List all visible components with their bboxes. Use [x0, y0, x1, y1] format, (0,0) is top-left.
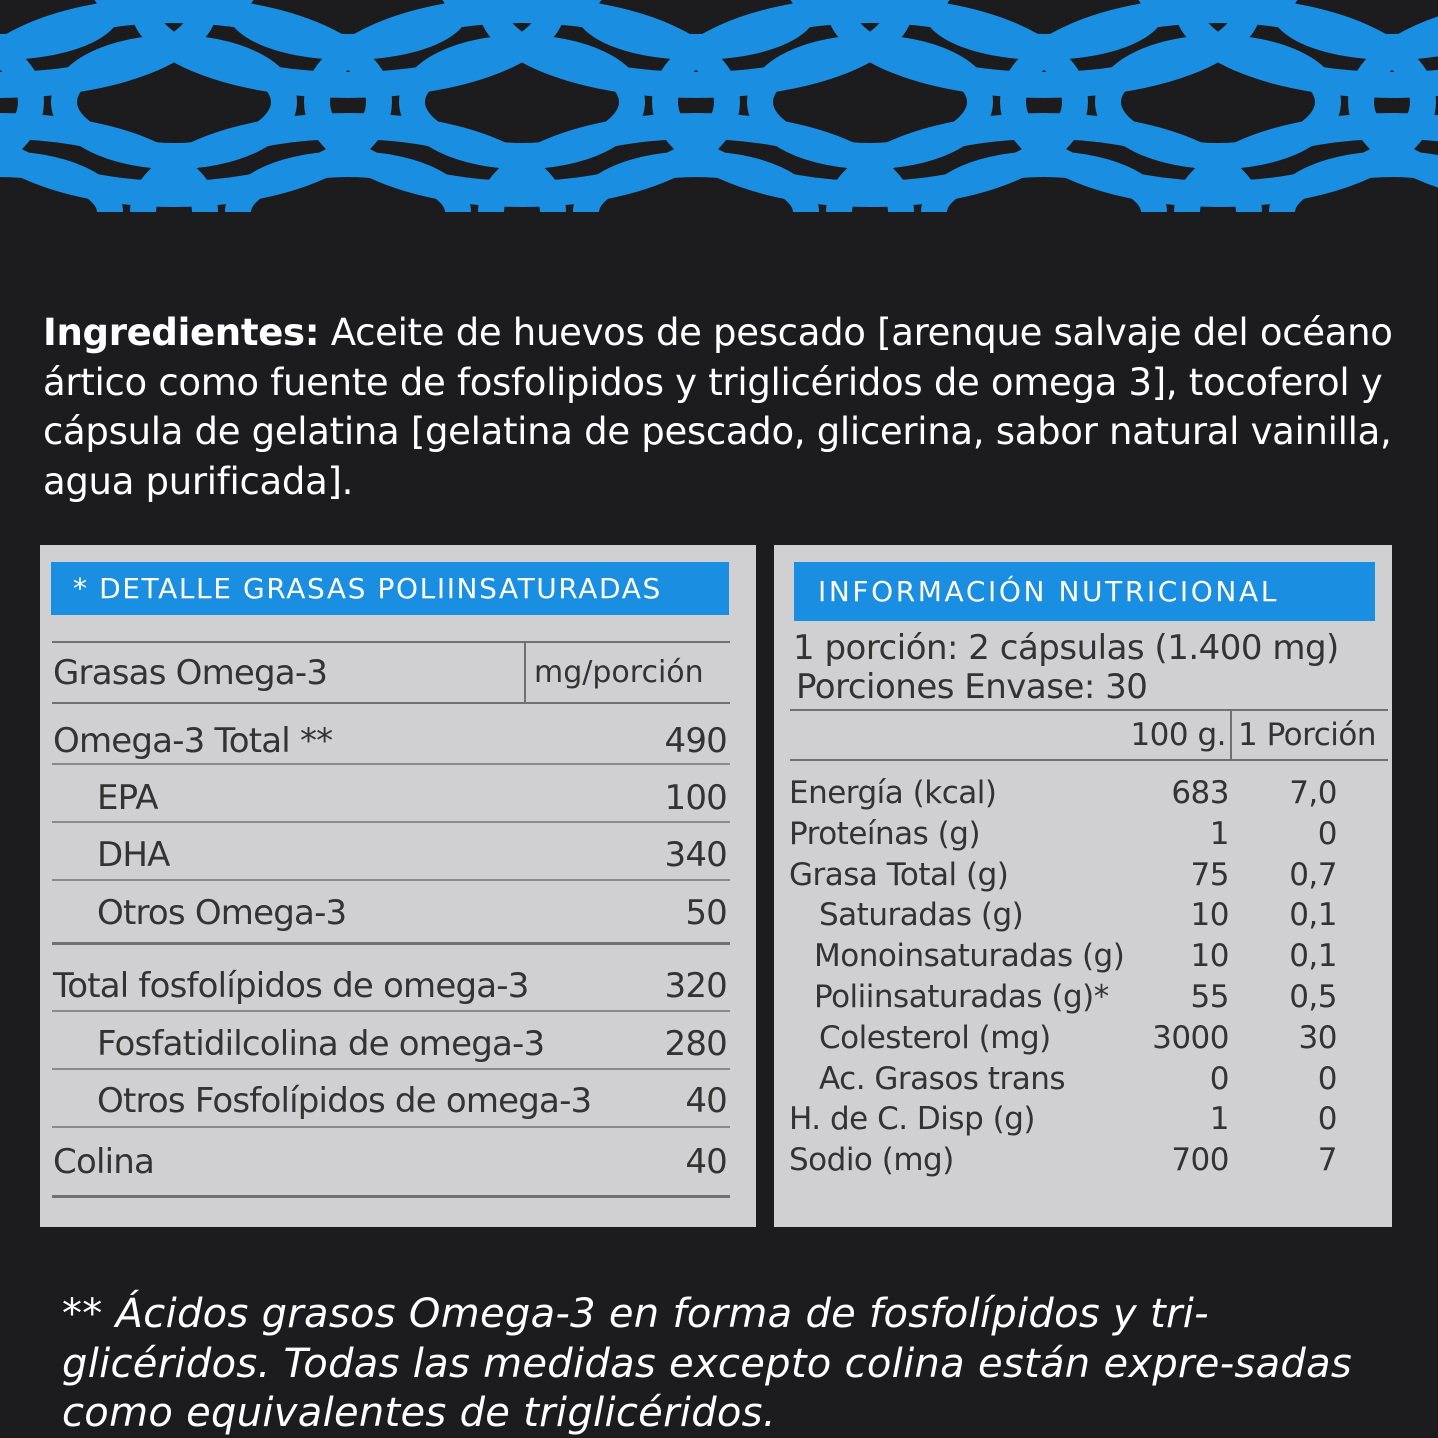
omega-row-value: 340 — [664, 835, 727, 875]
nutrition-row-100g: 10 — [1190, 897, 1229, 934]
row-divider — [52, 821, 730, 823]
omega-row-value: 50 — [685, 893, 727, 933]
nutrition-row-100g: 75 — [1190, 856, 1229, 893]
column-divider — [1230, 709, 1232, 761]
nutrition-row-100g: 700 — [1171, 1142, 1229, 1179]
nutrition-row-label: Colesterol (mg) — [819, 1019, 1051, 1056]
ingredients-text: Aceite de huevos de pescado [arenque salvaje del océano ártico como fuente de fosfolipidos y triglicéridos de omega 3], tocoferol y cápsula de gelatina [gelatina de pescado, glicerina, sabor natural vainilla, agua purificada]. — [43, 311, 1393, 503]
ingredients-paragraph — [43, 308, 1403, 506]
table-divider — [52, 641, 730, 643]
nutrition-row-label: Sodio (mg) — [789, 1142, 954, 1179]
nutrition-row-100g: 3000 — [1152, 1019, 1229, 1056]
nutrition-row-100g: 10 — [1190, 938, 1229, 975]
row-divider — [52, 1068, 730, 1070]
nutrition-row-label: Proteínas (g) — [789, 815, 981, 852]
omega-row-label: Total fosfolípidos de omega-3 — [53, 966, 529, 1006]
omega-row-value: 280 — [664, 1024, 727, 1064]
omega-row-value: 100 — [664, 778, 727, 818]
row-divider — [52, 1126, 730, 1128]
nutrition-row-portion: 0,5 — [1289, 979, 1337, 1015]
nutrition-row-portion: 7,0 — [1289, 775, 1337, 811]
ingredients-label: Ingredientes: — [43, 311, 320, 354]
row-divider — [52, 763, 730, 765]
row-divider — [52, 1195, 730, 1198]
table-divider — [790, 709, 1388, 711]
omega-row-label: Otros Omega-3 — [97, 893, 347, 933]
row-divider — [52, 1010, 730, 1012]
omega-row-value: 40 — [685, 1142, 727, 1182]
pattern-ring — [934, 164, 1154, 212]
pattern-ring — [586, 164, 806, 212]
column-header-name: Grasas Omega-3 — [53, 653, 328, 693]
nutrition-row-portion: 0,1 — [1289, 897, 1337, 934]
omega-row-label: Omega-3 Total ** — [53, 721, 333, 761]
nutrition-row-100g: 1 — [1209, 1101, 1229, 1138]
nutrition-row-100g: 55 — [1190, 979, 1229, 1015]
nutrition-row-label: Energía (kcal) — [789, 775, 997, 811]
nutrition-info-header: INFORMACIÓN NUTRICIONAL — [794, 562, 1375, 621]
column-header-portion: 1 Porción — [1238, 717, 1376, 753]
nutrition-row-label: Ac. Grasos trans — [819, 1060, 1065, 1097]
nutrition-row-portion: 0,7 — [1289, 856, 1337, 893]
nutrition-row-label: Poliinsaturadas (g)* — [814, 979, 1109, 1015]
nutrition-row-portion: 30 — [1298, 1019, 1337, 1056]
table-divider — [52, 702, 730, 704]
decorative-pattern — [0, 0, 1438, 212]
omega-row-label: Fosfatidilcolina de omega-3 — [97, 1024, 545, 1064]
nutrition-row-portion: 7 — [1317, 1142, 1337, 1179]
omega-row-value: 320 — [664, 966, 727, 1006]
serving-size: 1 porción: 2 cápsulas (1.400 mg) — [793, 628, 1339, 668]
column-divider — [524, 641, 526, 703]
row-divider — [52, 942, 730, 945]
pattern-ring — [1282, 164, 1438, 212]
omega-row-value: 40 — [685, 1081, 727, 1121]
wave-pattern-icon — [0, 0, 1438, 212]
nutrition-row-100g: 683 — [1171, 775, 1229, 811]
polyunsaturated-fats-header: * DETALLE GRASAS POLIINSATURADAS — [51, 562, 729, 615]
omega-row-label: Otros Fosfolípidos de omega-3 — [97, 1081, 592, 1121]
omega-row-value: 490 — [664, 721, 727, 761]
nutrition-info-panel — [774, 545, 1392, 1227]
nutrition-row-portion: 0 — [1317, 815, 1337, 852]
nutrition-row-label: Grasa Total (g) — [789, 856, 1009, 893]
nutrition-row-label: Monoinsaturadas (g) — [814, 938, 1125, 975]
nutrition-row-portion: 0 — [1317, 1101, 1337, 1138]
nutrition-row-100g: 0 — [1209, 1060, 1229, 1097]
nutrition-row-portion: 0 — [1317, 1060, 1337, 1097]
footnote: ** Ácidos grasos Omega-3 en forma de fosfolípidos y tri-glicéridos. Todas las medidas excepto colina están expre-sadas como equivalentes de triglicéridos. — [62, 1291, 1353, 1436]
nutrition-row-100g: 1 — [1209, 815, 1229, 852]
nutrition-row-portion: 0,1 — [1289, 938, 1337, 975]
polyunsaturated-fats-panel — [40, 545, 756, 1227]
omega-row-label: DHA — [97, 835, 170, 875]
servings-per-container: Porciones Envase: 30 — [796, 667, 1148, 707]
pattern-ring — [238, 164, 458, 212]
row-divider — [52, 879, 730, 881]
table-divider — [790, 759, 1388, 761]
omega-row-label: EPA — [97, 778, 158, 818]
column-header-100g: 100 g. — [1130, 717, 1226, 753]
column-header-unit: mg/porción — [534, 655, 704, 690]
nutrition-row-label: Saturadas (g) — [819, 897, 1024, 934]
omega-row-label: Colina — [53, 1142, 155, 1182]
nutrition-row-label: H. de C. Disp (g) — [789, 1101, 1035, 1138]
